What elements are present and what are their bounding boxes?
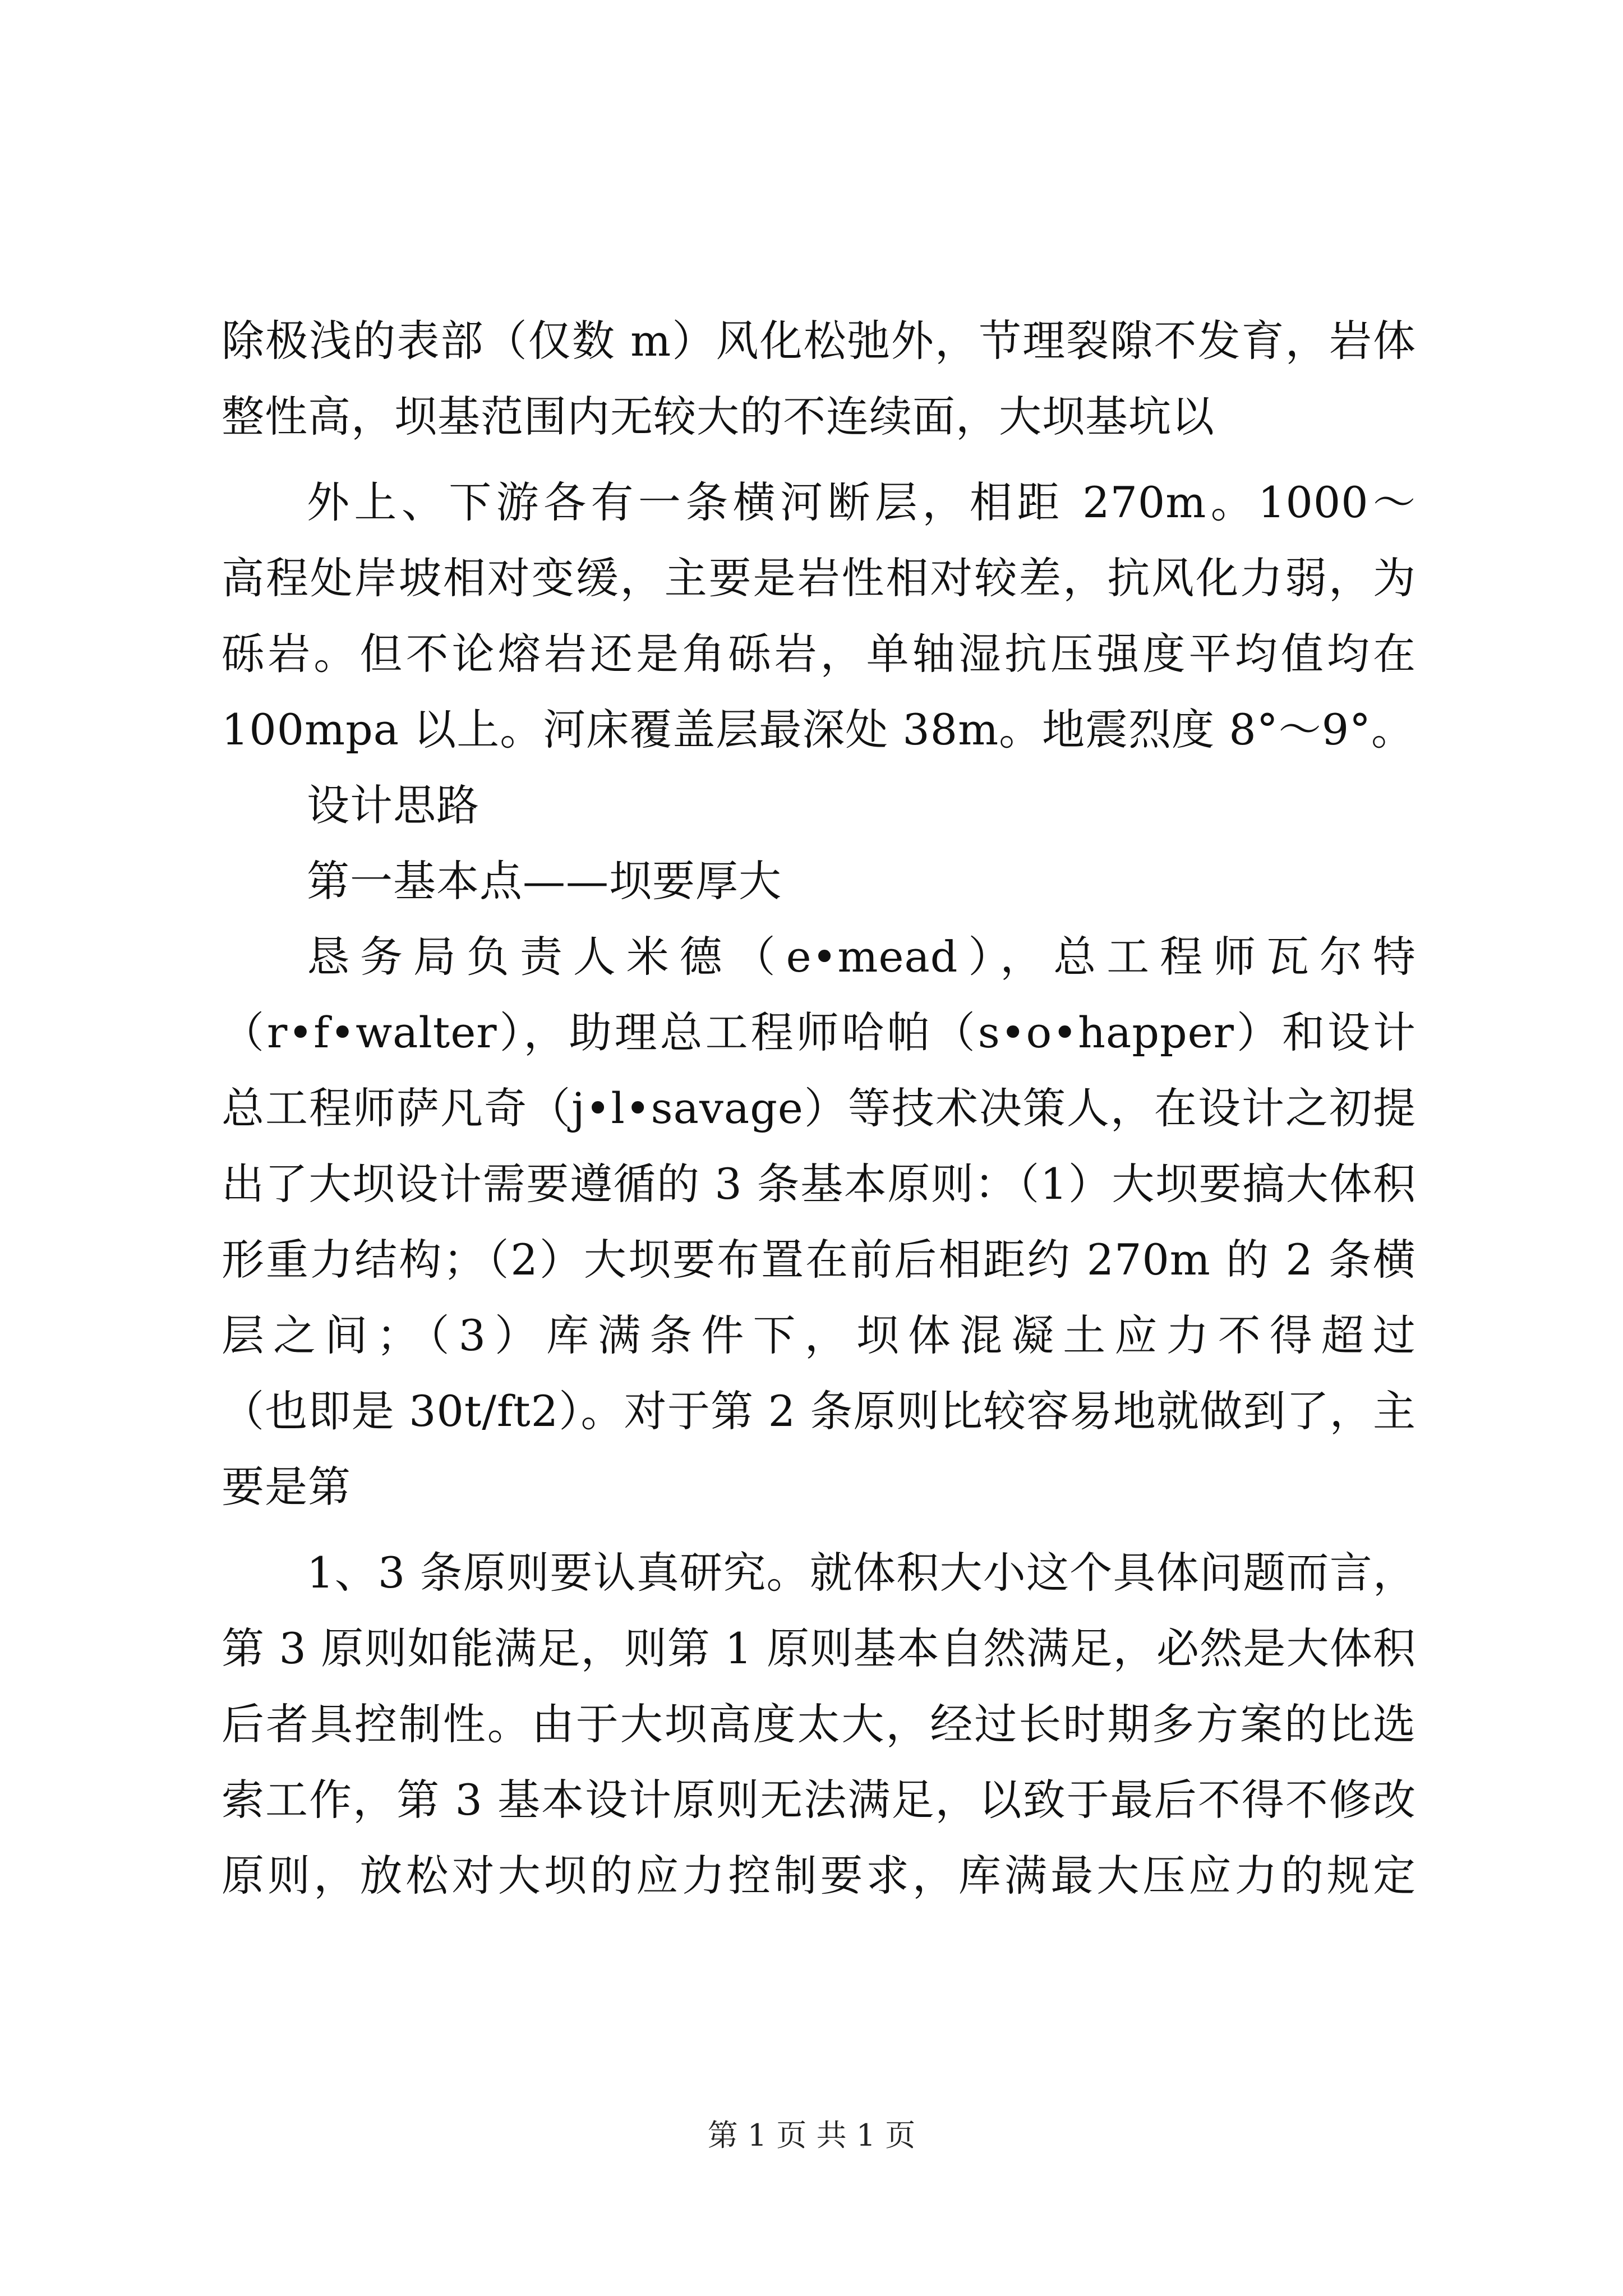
text-line: 100mpa 以上。河床覆盖层最深处 38m。地震烈度 8°～9°。	[222, 705, 1415, 754]
section-heading: 设计思路	[307, 780, 479, 830]
text-line: 总工程师萨凡奇（j•l•savage）等技术决策人，在设计之初提	[222, 1083, 1416, 1133]
text-line: （也即是 30t/ft2）。对于第 2 条原则比较容易地就做到了，主	[222, 1386, 1416, 1436]
text-line: 形重力结构；（2）大坝要布置在前后相距约 270m 的 2 条横	[222, 1235, 1416, 1285]
text-line: 砾岩。但不论熔岩还是角砾岩，单轴湿抗压强度平均值均在	[222, 629, 1416, 679]
text-line: 1、3 条原则要认真研究。就体积大小这个具体问题而言，	[307, 1548, 1416, 1598]
text-line: 外上、下游各有一条横河断层，相距 270m。1000～	[307, 477, 1416, 527]
text-line: （r•f•walter），助理总工程师哈帕（s•o•happer）和设计	[222, 1007, 1416, 1057]
text-line: 后者具控制性。由于大坝高度太大，经过长时期多方案的比选	[222, 1699, 1416, 1749]
text-line: 层之间；（3）库满条件下，坝体混凝土应力不得超过	[222, 1310, 1416, 1360]
text-line: 整性高，坝基范围内无较大的不连续面，大坝基坑以	[222, 392, 1215, 441]
subsection-heading: 第一基本点——坝要厚大	[307, 856, 782, 906]
text-line: 要是第	[222, 1462, 351, 1512]
text-line: 第 3 原则如能满足，则第 1 原则基本自然满足，必然是大体积	[222, 1623, 1416, 1673]
document-body	[222, 303, 1416, 1913]
text-line: 除极浅的表部（仅数 m）风化松弛外，节理裂隙不发育，岩体	[222, 316, 1416, 366]
page-footer: 第 1 页 共 1 页	[707, 2118, 916, 2153]
text-line: 出了大坝设计需要遵循的 3 条基本原则：（1）大坝要搞大体积	[222, 1159, 1416, 1209]
text-line: 原则，放松对大坝的应力控制要求，库满最大压应力的规定	[222, 1851, 1416, 1901]
text-line: 索工作，第 3 基本设计原则无法满足，以致于最后不得不修改	[222, 1775, 1416, 1825]
text-line: 恳务局负责人米德（e•mead），总工程师瓦尔特	[307, 932, 1416, 982]
text-line: 高程处岸坡相对变缓，主要是岩性相对较差，抗风化力弱，为	[222, 553, 1416, 603]
